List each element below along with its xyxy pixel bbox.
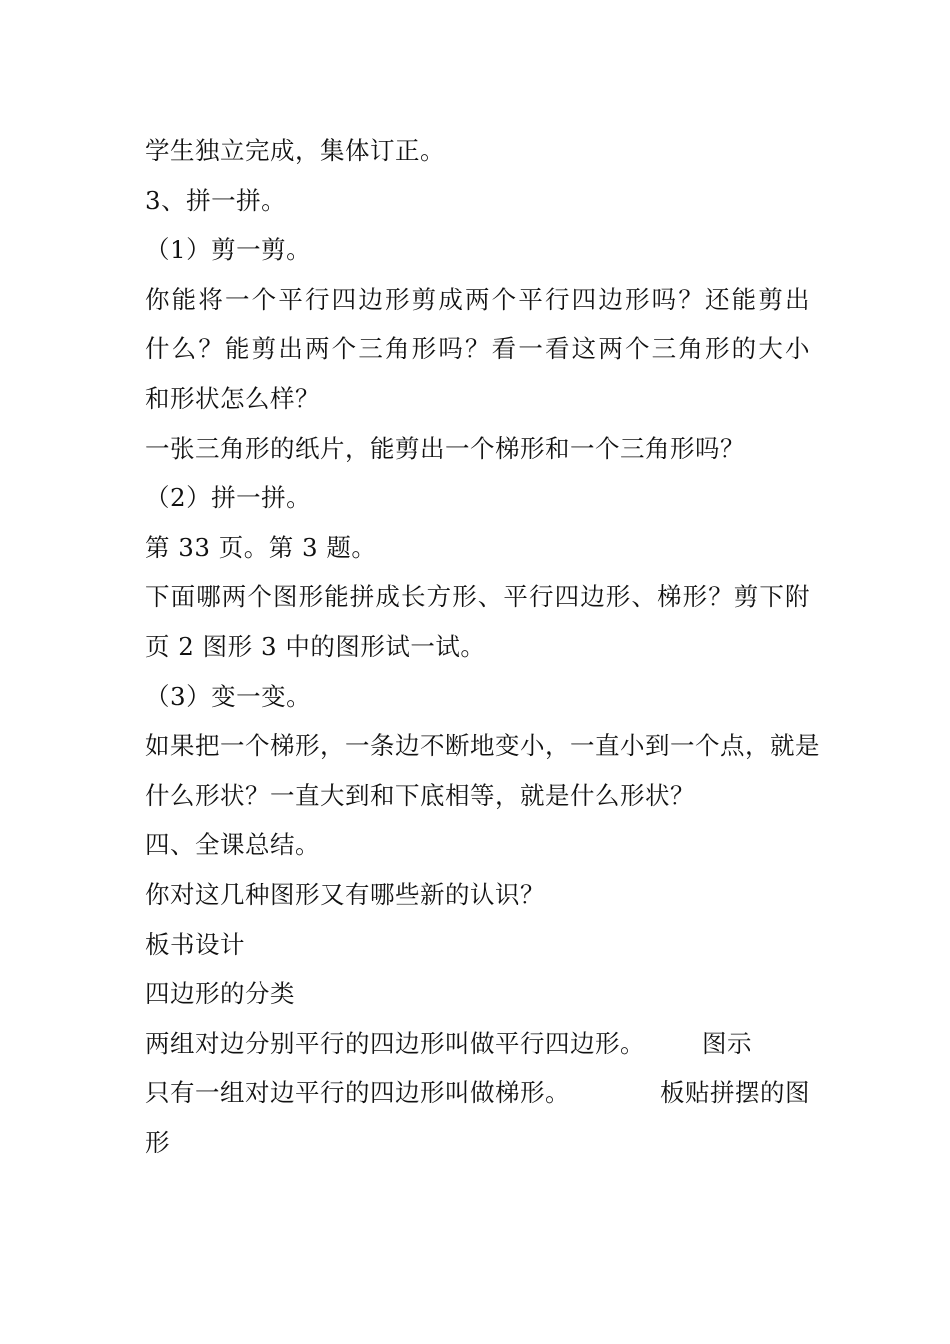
text-line: 什么？能剪出两个三角形吗？看一看这两个三角形的大小 xyxy=(145,334,810,364)
text-line: 和形状怎么样？ xyxy=(145,383,320,413)
text-line: 什么形状？一直大到和下底相等，就是什么形状？ xyxy=(145,780,695,810)
board-row-text: 只有一组对边平行的四边形叫做梯形。 xyxy=(145,1078,570,1108)
text-line: （3）变一变。 xyxy=(145,681,312,711)
text-line: 一张三角形的纸片，能剪出一个梯形和一个三角形吗？ xyxy=(145,433,745,463)
board-row xyxy=(145,1019,810,1069)
section-heading: 板书设计 xyxy=(145,929,245,959)
text-line: 学生独立完成，集体订正。 xyxy=(145,136,445,165)
text-line: 下面哪两个图形能拼成长方形、平行四边形、梯形？剪下附 xyxy=(145,582,810,612)
text-line: （1）剪一剪。 xyxy=(145,235,312,265)
document-body xyxy=(145,126,820,1167)
board-row-text: 两组对边分别平行的四边形叫做平行四边形。 xyxy=(145,1028,645,1058)
text-line: 第 33 页。第 3 题。 xyxy=(145,532,377,562)
board-title: 四边形的分类 xyxy=(145,979,295,1009)
text-line: 你对这几种图形又有哪些新的认识？ xyxy=(145,879,545,909)
board-row-note: 板贴拼摆的图 xyxy=(660,1078,810,1108)
text-line: 3、拼一拼。 xyxy=(145,185,287,215)
text-line: 如果把一个梯形，一条边不断地变小，一直小到一个点，就是 xyxy=(145,731,820,761)
text-line: 形 xyxy=(145,1127,170,1157)
section-heading: 四、全课总结。 xyxy=(145,830,320,860)
board-row xyxy=(145,1068,810,1118)
text-line: 页 2 图形 3 中的图形试一试。 xyxy=(145,631,486,661)
text-line: 你能将一个平行四边形剪成两个平行四边形吗？还能剪出 xyxy=(145,284,810,314)
text-line: （2）拼一拼。 xyxy=(145,483,312,513)
board-row-note: 图示 xyxy=(702,1028,752,1058)
